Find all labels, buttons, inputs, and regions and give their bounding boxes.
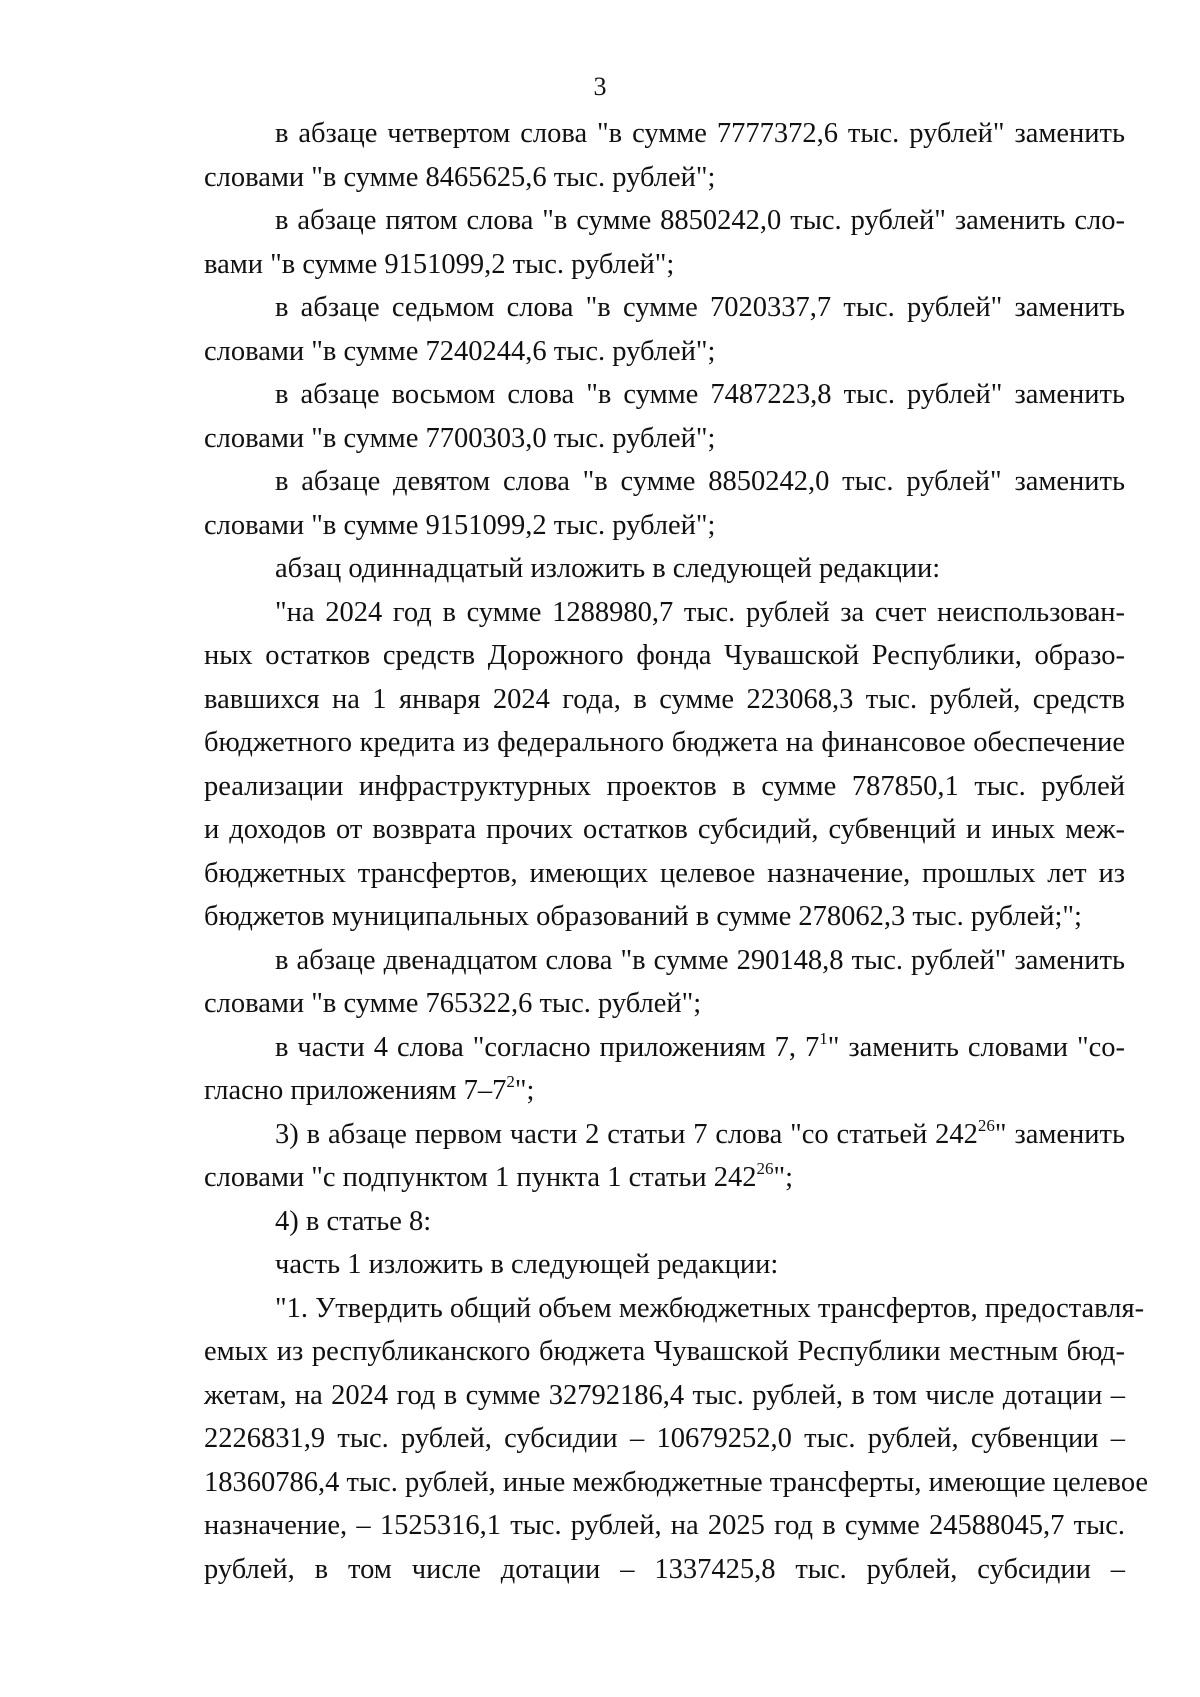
text-line: 4) в статье 8: xyxy=(275,1205,432,1237)
text-line: "на 2024 год в сумме 1288980,7 тыс. рублей за счет неиспользован- xyxy=(275,596,1125,628)
paragraph xyxy=(204,1287,1149,1592)
paragraph xyxy=(204,591,1125,939)
page-number: 3 xyxy=(593,72,607,101)
superscript: 1 xyxy=(819,1028,828,1048)
text-line: бюджетных трансфертов, имеющих целевое назначение, прошлых лет из xyxy=(204,857,1125,889)
text-line: абзац одиннадцатый изложить в следующей редакции: xyxy=(275,553,941,584)
text-line: реализации инфраструктурных проектов в сумме 787850,1 тыс. рублей xyxy=(204,770,1125,802)
paragraph xyxy=(204,199,1125,286)
text-run: словами "с подпунктом 1 пункта 1 статьи 242 xyxy=(204,1162,757,1193)
document-body xyxy=(204,112,1149,1591)
text-line: часть 1 изложить в следующей редакции: xyxy=(275,1249,779,1280)
text-run: гласно приложениям 7–7 xyxy=(204,1075,507,1106)
paragraph xyxy=(204,373,1125,460)
text-line: 2226831,9 тыс. рублей, субсидии – 10679252,0 тыс. рублей, субвенции – xyxy=(204,1423,1125,1454)
superscript: 26 xyxy=(977,1115,995,1135)
superscript: 2 xyxy=(506,1072,515,1091)
paragraph xyxy=(204,1026,1125,1113)
text-line: и доходов от возврата прочих остатков субсидий, субвенций и иных меж- xyxy=(204,814,1125,845)
text-line: жетам, на 2024 год в сумме 32792186,4 тыс. рублей, в том числе дотации – xyxy=(204,1379,1125,1411)
text-line: бюджетов муниципальных образований в сумме 278062,3 тыс. рублей;"; xyxy=(204,901,1082,932)
text-line: 18360786,4 тыс. рублей, иные межбюджетные трансферты, имеющие целевое xyxy=(204,1466,1149,1498)
paragraph xyxy=(204,1243,1125,1287)
paragraph xyxy=(204,286,1125,373)
text-run: " заменить xyxy=(994,1118,1125,1150)
text-line: в абзаце пятом слова "в сумме 8850242,0 тыс. рублей" заменить сло- xyxy=(275,205,1125,236)
text-line: ных остатков средств Дорожного фонда Чувашской Республики, образо- xyxy=(204,640,1125,671)
text-line: словами "в сумме 7700303,0 тыс. рублей"; xyxy=(204,422,716,454)
text-line: в абзаце девятом слова "в сумме 8850242,0 тыс. рублей" заменить xyxy=(275,466,1125,497)
text-run: 3) в абзаце первом части 2 статьи 7 слова "со статьей 242 xyxy=(275,1118,978,1150)
paragraph xyxy=(204,1200,1125,1244)
text-run: в части 4 слова "согласно приложениям 7, 7 xyxy=(275,1031,820,1063)
text-line: в абзаце восьмом слова "в сумме 7487223,8 тыс. рублей" заменить xyxy=(275,379,1125,410)
text-line: "1. Утвердить общий объем межбюджетных трансфертов, предоставля- xyxy=(275,1292,1145,1324)
text-line xyxy=(204,1156,1125,1200)
text-line: словами "в сумме 9151099,2 тыс. рублей"; xyxy=(204,509,716,541)
text-line: назначение, – 1525316,1 тыс. рублей, на 2025 год в сумме 24588045,7 тыс. xyxy=(204,1510,1125,1541)
text-line xyxy=(204,1026,1125,1070)
text-run: "; xyxy=(514,1075,535,1106)
text-line: словами "в сумме 8465625,6 тыс. рублей"; xyxy=(204,161,716,193)
superscript: 26 xyxy=(756,1159,774,1178)
text-line: вами "в сумме 9151099,2 тыс. рублей"; xyxy=(204,248,675,280)
paragraph xyxy=(204,1113,1125,1200)
paragraph xyxy=(204,460,1125,547)
text-run: "; xyxy=(773,1162,794,1193)
paragraph xyxy=(204,939,1125,1026)
paragraph xyxy=(204,112,1125,199)
text-run: " заменить словами "со- xyxy=(827,1031,1125,1063)
text-line: рублей, в том числе дотации – 1337425,8 тыс. рублей, субсидии – xyxy=(204,1553,1125,1585)
text-line xyxy=(204,1113,1125,1157)
text-line: в абзаце двенадцатом слова "в сумме 290148,8 тыс. рублей" заменить xyxy=(275,944,1125,976)
text-line: словами "в сумме 765322,6 тыс. рублей"; xyxy=(204,988,702,1019)
text-line: в абзаце четвертом слова "в сумме 7777372,6 тыс. рублей" заменить xyxy=(275,118,1125,149)
paragraph xyxy=(204,547,1125,591)
text-line: словами "в сумме 7240244,6 тыс. рублей"; xyxy=(204,335,716,367)
text-line: в абзаце седьмом слова "в сумме 7020337,7 тыс. рублей" заменить xyxy=(275,292,1125,323)
text-line: вавшихся на 1 января 2024 года, в сумме 223068,3 тыс. рублей, средств xyxy=(204,683,1125,715)
text-line: бюджетного кредита из федерального бюджета на финансовое обеспечение xyxy=(204,727,1125,758)
text-line xyxy=(204,1069,1125,1113)
text-line: емых из республиканского бюджета Чувашской Республики местным бюд- xyxy=(204,1336,1125,1367)
